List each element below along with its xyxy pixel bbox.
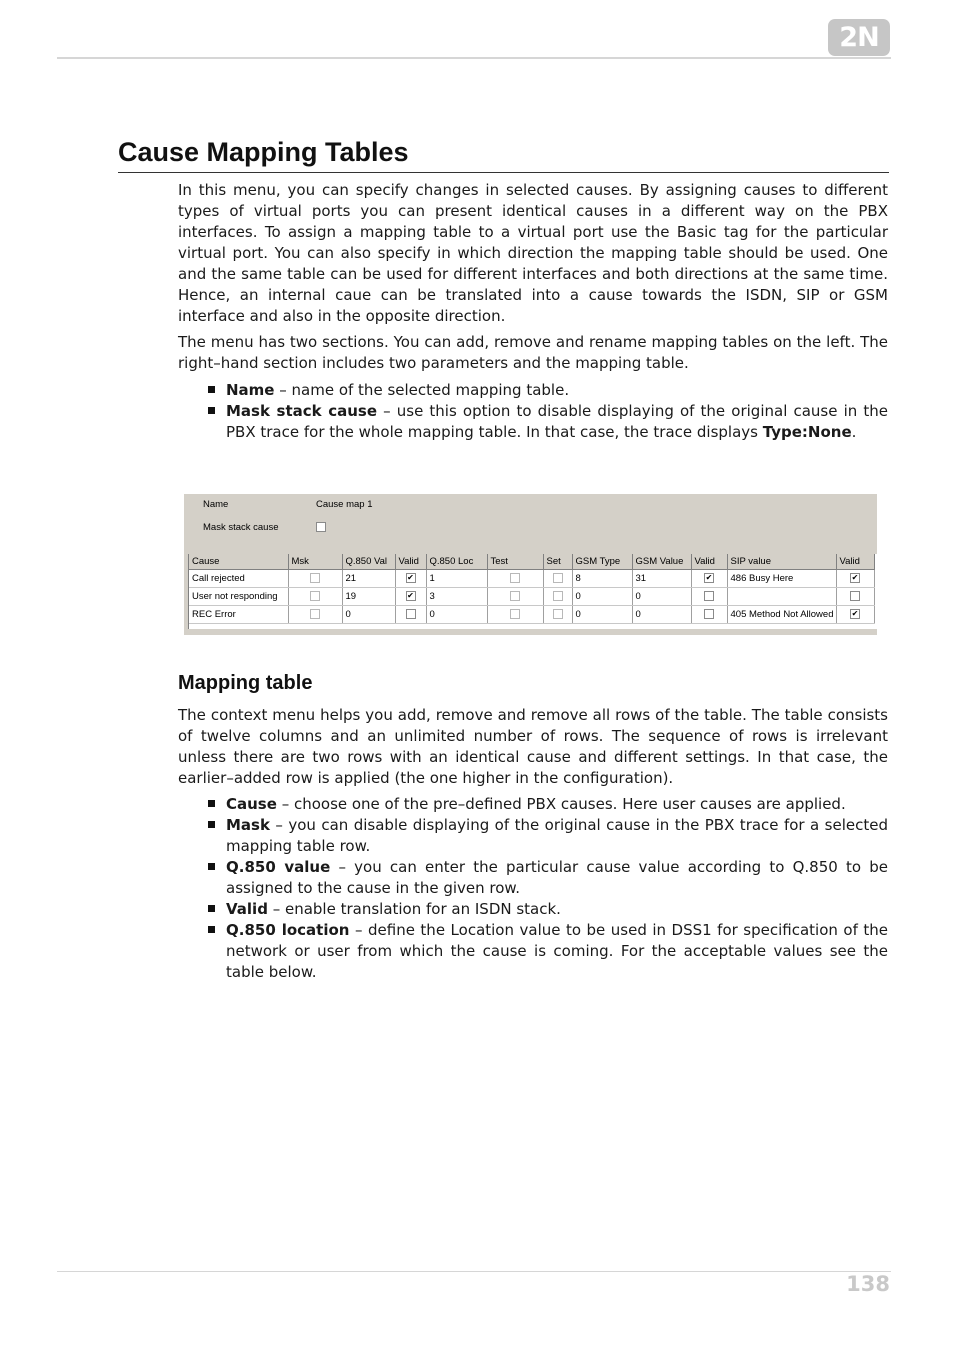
- list-term: Mask: [226, 816, 270, 834]
- grid-column-header[interactable]: Valid: [691, 554, 727, 570]
- mask-stack-cause-label: Mask stack cause: [203, 522, 279, 533]
- grid-column-header[interactable]: Q.850 Loc: [426, 554, 487, 570]
- checkbox-unchecked-icon[interactable]: [510, 573, 520, 583]
- checkbox-unchecked-icon[interactable]: [310, 573, 320, 583]
- cell-gsm-value[interactable]: 31: [632, 570, 691, 588]
- grid-column-header[interactable]: Cause: [189, 554, 288, 570]
- bullet-icon: [208, 821, 215, 828]
- grid-header-row: [189, 554, 874, 570]
- cell-valid1[interactable]: [395, 570, 426, 588]
- grid-column-header[interactable]: SIP value: [727, 554, 836, 570]
- cell-set[interactable]: [543, 570, 572, 588]
- footer-divider: [57, 1271, 891, 1272]
- cell-set[interactable]: [543, 588, 572, 606]
- cell-valid2[interactable]: [691, 570, 727, 588]
- list-term: Cause: [226, 795, 277, 813]
- checkbox-checked-icon[interactable]: ✔: [851, 609, 859, 619]
- checkbox-unchecked-icon[interactable]: [553, 573, 563, 583]
- table-row[interactable]: [189, 570, 874, 588]
- cell-msk[interactable]: [288, 606, 342, 624]
- checkbox-checked-icon[interactable]: ✔: [705, 573, 713, 583]
- list-text: – name of the selected mapping table.: [274, 381, 570, 399]
- cell-valid2[interactable]: [691, 588, 727, 606]
- mapping-grid: [188, 554, 878, 629]
- list-term: Name: [226, 381, 275, 399]
- cell-test[interactable]: [487, 588, 543, 606]
- checkbox-checked-icon[interactable]: ✔: [407, 591, 414, 601]
- grid-column-header[interactable]: Test: [487, 554, 543, 570]
- checkbox-unchecked-icon[interactable]: [510, 591, 520, 601]
- cell-sip-value[interactable]: 405 Method Not Allowed: [727, 606, 836, 624]
- list-item: [178, 899, 888, 920]
- cell-valid2[interactable]: [691, 606, 727, 624]
- list-term: Valid: [226, 900, 268, 918]
- checkbox-unchecked-icon[interactable]: [704, 609, 714, 619]
- cell-test[interactable]: [487, 606, 543, 624]
- checkbox-unchecked-icon[interactable]: [850, 591, 860, 601]
- list-item: [178, 920, 888, 983]
- section-heading: Mapping table: [178, 672, 313, 694]
- cell-gsm-value[interactable]: 0: [632, 588, 691, 606]
- list-item: [178, 815, 888, 857]
- cell-cause[interactable]: Call rejected: [189, 570, 288, 588]
- list-text: – you can enter the particular cause value according to Q.850 to be assigned to the cause in the given row.: [226, 858, 888, 897]
- mapping-columns-list: [178, 794, 888, 983]
- brand-logo: 2N: [828, 19, 890, 56]
- bullet-icon: [208, 863, 215, 870]
- list-text: – enable translation for an ISDN stack.: [267, 900, 561, 918]
- cell-gsm-value[interactable]: 0: [632, 606, 691, 624]
- grid-column-header[interactable]: Set: [543, 554, 572, 570]
- parameters-list: [178, 380, 888, 443]
- list-item: [178, 401, 888, 443]
- list-text: – use this option to disable displaying of the original cause in the PBX trace for the whole mapping table. In that case, the trace displays: [226, 402, 889, 441]
- list-term: Q.850 location: [226, 921, 350, 939]
- checkbox-unchecked-icon[interactable]: [510, 609, 520, 619]
- name-value[interactable]: Cause map 1: [316, 499, 373, 510]
- list-item: [178, 857, 888, 899]
- cell-q850-loc[interactable]: 0: [426, 606, 487, 624]
- cell-cause[interactable]: REC Error: [189, 606, 288, 624]
- checkbox-unchecked-icon[interactable]: [553, 609, 563, 619]
- cell-sip-value[interactable]: [727, 588, 836, 606]
- list-text: .: [851, 423, 857, 441]
- cell-q850-val[interactable]: 21: [342, 570, 395, 588]
- list-term: Q.850 value: [226, 858, 331, 876]
- cell-msk[interactable]: [288, 570, 342, 588]
- checkbox-unchecked-icon[interactable]: [310, 591, 320, 601]
- cell-q850-loc[interactable]: 3: [426, 588, 487, 606]
- grid-column-header[interactable]: Q.850 Val: [342, 554, 395, 570]
- intro-paragraph-2: The menu has two sections. You can add, remove and rename mapping tables on the left. The right–hand section includes two parameters and the mapping table.: [178, 333, 888, 372]
- grid-column-header[interactable]: Valid: [395, 554, 426, 570]
- cell-msk[interactable]: [288, 588, 342, 606]
- grid-column-header[interactable]: Msk: [288, 554, 342, 570]
- page-title: Cause Mapping Tables: [118, 136, 889, 173]
- mapping-table-paragraph: The context menu helps you add, remove and remove all rows of the table. The table consists of twelve columns and an unlimited number of rows. The sequence of rows is irrelevant unless there are two rows with an identical cause and different settings. In that case, the earlier–added row is applied (the one higher in the configuration).: [178, 706, 888, 787]
- header-divider: [57, 57, 891, 59]
- bullet-icon: [208, 800, 215, 807]
- checkbox-unchecked-icon[interactable]: [553, 591, 563, 601]
- cell-valid3[interactable]: [836, 588, 874, 606]
- cell-q850-val[interactable]: 19: [342, 588, 395, 606]
- cell-set[interactable]: [543, 606, 572, 624]
- checkbox-checked-icon[interactable]: ✔: [851, 573, 859, 583]
- list-text: – define the Location value to be used in DSS1 for specification of the network or user from which the cause is coming. For the acceptable values see the table below.: [226, 921, 888, 981]
- bullet-icon: [208, 926, 215, 933]
- mask-stack-cause-checkbox[interactable]: [316, 522, 326, 532]
- cell-valid1[interactable]: [395, 606, 426, 624]
- cell-q850-val[interactable]: 0: [342, 606, 395, 624]
- cell-sip-value[interactable]: 486 Busy Here: [727, 570, 836, 588]
- table-row[interactable]: [189, 606, 874, 624]
- cell-gsm-type[interactable]: 0: [572, 606, 632, 624]
- page-number: 138: [846, 1272, 890, 1296]
- grid-column-header[interactable]: GSM Value: [632, 554, 691, 570]
- checkbox-unchecked-icon[interactable]: [406, 609, 416, 619]
- list-item: [178, 794, 888, 815]
- bullet-icon: [208, 407, 215, 414]
- name-label: Name: [203, 499, 229, 510]
- cell-test[interactable]: [487, 570, 543, 588]
- list-item: [178, 380, 888, 401]
- grid-column-header[interactable]: GSM Type: [572, 554, 632, 570]
- table-row[interactable]: [189, 588, 874, 606]
- checkbox-unchecked-icon[interactable]: [704, 591, 714, 601]
- intro-paragraph-1: In this menu, you can specify changes in selected causes. By assigning causes to different types of virtual ports you can present identical causes in a different way on the PBX interfaces. To assign a mapping table to a virtual port use the Basic tag for the particular virtual port. You can also specify in which direction the mapping table should be used. One and the same table can be used for different interfaces and both directions at the same time. Hence, an internal caue can be translated into a cause towards the ISDN, SIP or GSM interface and also in the opposite direction.: [178, 181, 888, 325]
- cause-map-screenshot: [184, 494, 877, 635]
- cell-q850-loc[interactable]: 1: [426, 570, 487, 588]
- bullet-icon: [208, 905, 215, 912]
- list-term: Type:None: [762, 423, 852, 441]
- cell-valid3[interactable]: [836, 606, 874, 624]
- checkbox-checked-icon[interactable]: ✔: [407, 573, 414, 583]
- cell-valid3[interactable]: [836, 570, 874, 588]
- bullet-icon: [208, 386, 215, 393]
- cell-valid1[interactable]: [395, 588, 426, 606]
- list-text: – choose one of the pre–defined PBX causes. Here user causes are applied.: [276, 795, 846, 813]
- cell-cause[interactable]: User not responding: [189, 588, 288, 606]
- list-text: – you can disable displaying of the original cause in the PBX trace for a selected mapping table row.: [226, 816, 888, 855]
- cell-gsm-type[interactable]: 8: [572, 570, 632, 588]
- grid-column-header[interactable]: Valid: [836, 554, 874, 570]
- list-term: Mask stack cause: [226, 402, 377, 420]
- checkbox-unchecked-icon[interactable]: [310, 609, 320, 619]
- cell-gsm-type[interactable]: 0: [572, 588, 632, 606]
